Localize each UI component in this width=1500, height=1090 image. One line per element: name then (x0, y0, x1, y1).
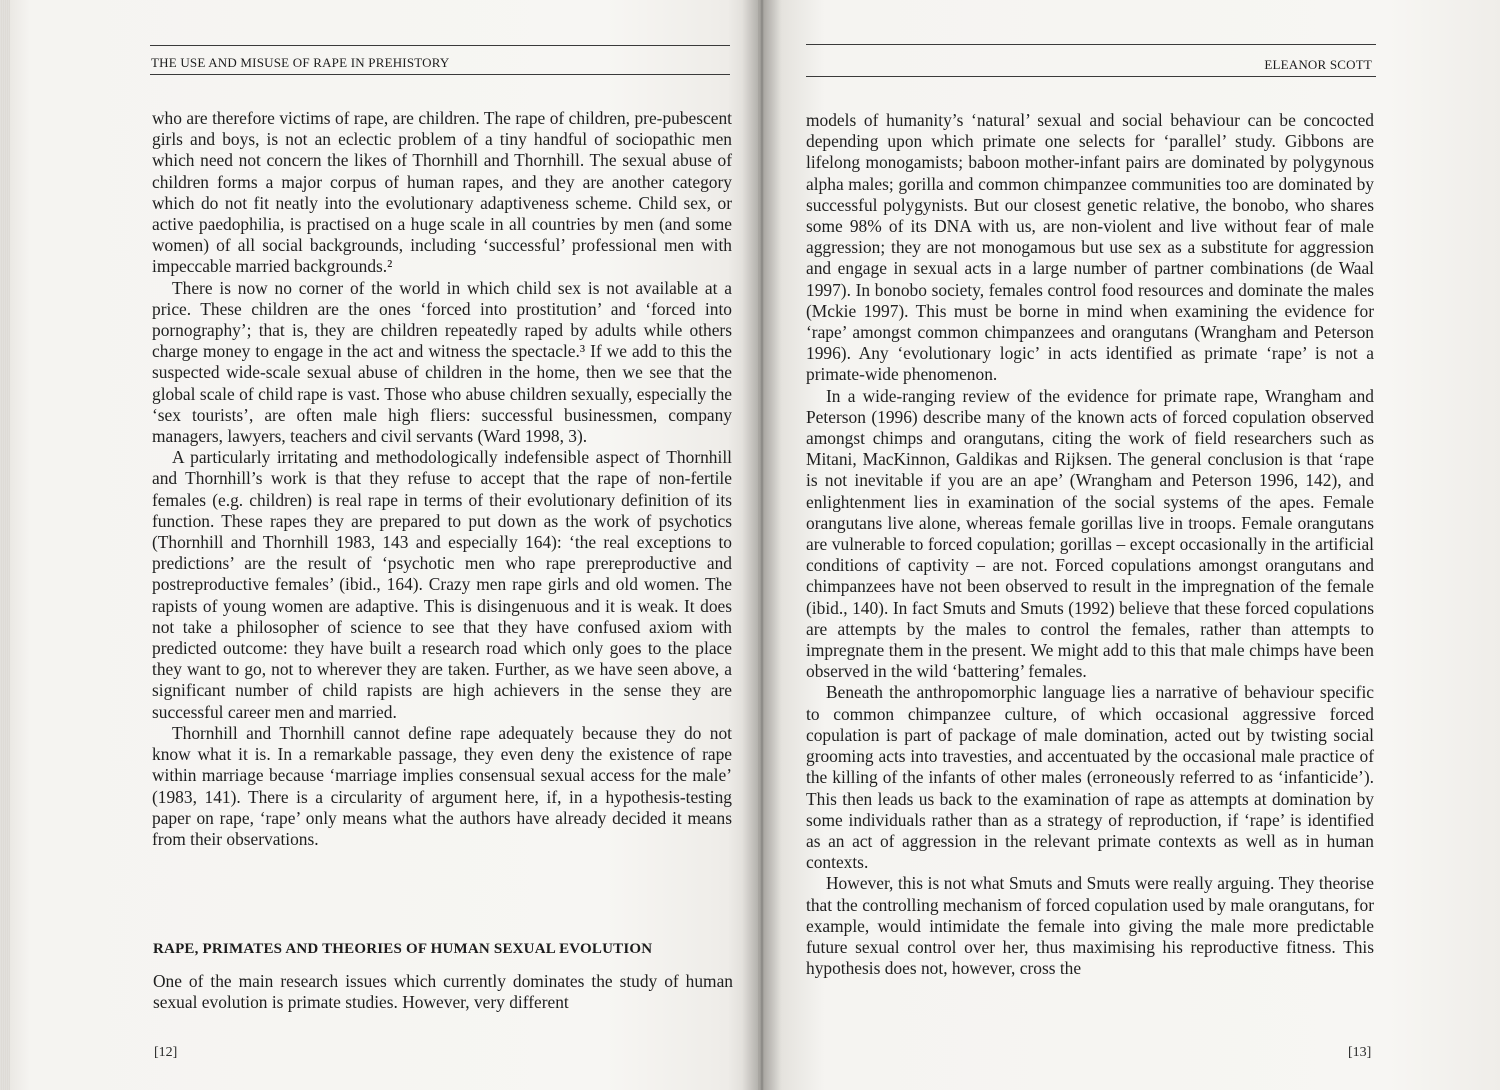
paragraph: There is now no corner of the world in which child sex is not available at a price. These children are the ones ‘forced into prostitution’ and ‘forced into pornography’; that is, they are children repeatedly raped by adults while others charge money to engage in the act and witness the spectacle.³ If we add to this the suspected wide-scale sexual abuse of children in the home, then we see that the global scale of child rape is vast. Those who abuse children sexually, especially the ‘sex tourists’, are often male high fliers: successful businessmen, company managers, lawyers, teachers and civil servants (Ward 1998, 3). (152, 277, 732, 447)
running-head: ELEANOR SCOTT (1264, 57, 1372, 72)
paragraph: who are therefore victims of rape, are children. The rape of children, pre-pubescent girls and boys, is not an eclectic problem of a tiny handful of sociopathic men which need not concern the likes of Thornhill and Thornhill. The sexual abuse of children forms a major corpus of human rapes, and they are another category which do not fit neatly into the evolutionary adaptiveness scheme. Child sex, or active paedophilia, is practised on a huge scale in all countries by men (and some women) of all social backgrounds, including ‘successful’ professional men with impeccable married backgrounds.² (152, 108, 732, 277)
paragraph: In a wide-ranging review of the evidence for primate rape, Wrangham and Peterson (1996) describe many of the known acts of forced copulation observed amongst chimps and orangutans, citing the work of field researchers such as Mitani, MacKinnon, Galdikas and Rijksen. The general conclusion is that ‘rape is not inevitable if you are an ape’ (Wrangham and Peterson 1996, 142), and enlightenment lies in examination of the social systems of the apes. Female orangutans live alone, whereas female gorillas live in troops. Female orangutans are vulnerable to forced copulation; gorillas – except occasionally in the artificial conditions of captivity – are not. Forced copulations amongst orangutans and chimpanzees have not been observed to result in the impregnation of the female (ibid., 140). In fact Smuts and Smuts (1992) believe that these forced copulations are attempts by the males to control the females, rather than attempts to impregnate them in the present. We might add to this that male chimps have been observed in the wild ‘battering’ females. (806, 385, 1374, 682)
right-page (758, 0, 1500, 1090)
paragraph: Thornhill and Thornhill cannot define rape adequately because they do not know what it is. In a remarkable passage, they even deny the existence of rape within marriage because ‘marriage implies consensual sexual access for the male’ (1983, 141). There is a circularity of argument here, if, in a hypothesis-testing paper on rape, ‘rape’ only means what the authors have already decided it means from their observations. (152, 722, 732, 849)
section-body-text (153, 971, 733, 1013)
paragraph: One of the main research issues which currently dominates the study of human sexual evolution is primate studies. However, very different (153, 971, 733, 1013)
header-rule-top (806, 44, 1376, 45)
page-edges (0, 0, 10, 1090)
page-number: [13] (1348, 1045, 1372, 1060)
section-heading: RAPE, PRIMATES AND THEORIES OF HUMAN SEXUAL EVOLUTION (153, 941, 653, 957)
header-rule-top (150, 45, 730, 46)
paragraph: However, this is not what Smuts and Smuts were really arguing. They theorise that the controlling mechanism of forced copulation used by male orangutans, for example, would intimidate the female into giving the male more predictable future sexual control over her, thus maximising his reproductive fitness. This hypothesis does not, however, cross the (806, 873, 1374, 979)
paragraph: Beneath the anthropomorphic language lies a narrative of behaviour specific to common chimpanzee culture, of which occasional aggressive forced copulation is part of package of male domination, acted out by twisting social grooming acts into travesties, and accentuated by the occasional male practice of the killing of the infants of other males (erroneously referred to as ‘infanticide’). This then leads us back to the examination of rape as attempts at domination by some individuals rather than as a strategy of reproduction, if ‘rape’ is identified as an act of aggression in the relevant primate contexts as well as in human contexts. (806, 682, 1374, 873)
header-rule-bottom (150, 74, 730, 75)
page-number: [12] (154, 1045, 178, 1060)
paragraph: models of humanity’s ‘natural’ sexual and social behaviour can be concocted depending upon which primate one selects for ‘parallel’ study. Gibbons are lifelong monogamists; baboon mother-infant pairs are dominated by polygynous alpha males; gorilla and common chimpanzee communities too are dominated by successful polygynists. But our closest genetic relative, the bonobo, who shares some 98% of its DNA with us, are non-violent and live without fear of male aggression; they are not monogamous but use sex as a substitute for aggression and engage in sexual acts in a large number of partner combinations (de Waal 1997). In bonobo society, females control food resources and dominate the males (Mckie 1997). This must be borne in mind when examining the evidence for ‘rape’ amongst common chimpanzees and orangutans (Wrangham and Peterson 1996). Any ‘evolutionary logic’ in acts identified as primate ‘rape’ is not a primate-wide phenomenon. (806, 110, 1374, 385)
left-body-text (152, 108, 732, 850)
right-body-text (806, 110, 1374, 979)
running-head: THE USE AND MISUSE OF RAPE IN PREHISTORY (151, 55, 450, 70)
header-rule-bottom (806, 76, 1376, 77)
paragraph: A particularly irritating and methodologically indefensible aspect of Thornhill and Thornhill’s work is that they refuse to accept that the rape of non-fertile females (e.g. children) is real rape in terms of their evolutionary definition of its function. These rapes they are prepared to put down as the work of psychotics (Thornhill and Thornhill 1983, 143 and especially 164): ‘the real exceptions to predictions’ are the result of ‘psychotic men who rape prereproductive and postreproductive females’ (ibid., 164). Crazy men rape girls and old women. The rapists of young women are adaptive. This is disingenuous and it is weak. It does not take a philosopher of science to see that they have confused axiom with predicted outcome: they have built a research road which only goes to the place they want to go, not to wherever they are taken. Further, as we have seen above, a significant number of child rapists are high achievers in the sense they are successful career men and married. (152, 447, 732, 722)
